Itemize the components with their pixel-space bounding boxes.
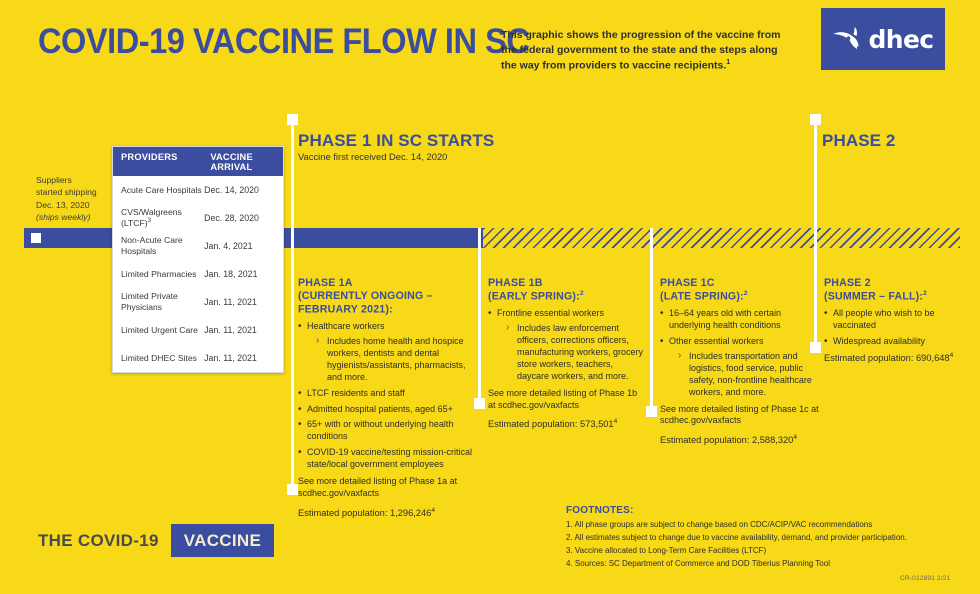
timeline-hatched-segment: [483, 228, 960, 248]
phase-1b-name-line2: (EARLY SPRING):$^2$: [488, 289, 584, 303]
cell-provider: CVS/Walgreens (LTCF)$^3$: [121, 207, 182, 228]
header-description-footnote-ref: 1: [726, 59, 731, 67]
list-item: • LTCF residents and staff: [298, 388, 474, 400]
phase-1c-sub-list: [669, 351, 822, 399]
phase-1b-sub-list: [497, 323, 644, 382]
table-row: [113, 204, 283, 232]
cell-provider: Non-Acute Care Hospitals: [121, 235, 183, 256]
footnote-item: 4. Sources: SC Department of Commerce and DOD Tiberius Planning Tool: [566, 558, 830, 568]
table-row: [113, 316, 283, 344]
providers-table: [112, 146, 284, 373]
cell-provider: Acute Care Hospitals: [121, 184, 202, 195]
cell-arrival: Jan. 11, 2021: [204, 325, 257, 335]
footnotes-section: [566, 505, 966, 571]
list-item: • Widespread availability: [824, 336, 974, 348]
list-item: • COVID-19 vaccine/testing mission-critical state/local government employees: [298, 447, 474, 471]
table-row: [113, 344, 283, 372]
phase-column-1c: [660, 277, 822, 445]
dhec-palmetto-logo-icon: [832, 24, 866, 54]
suppliers-note-line2: started shipping: [36, 187, 97, 198]
divider-bottom-marker-phase1c-icon: [646, 406, 657, 417]
document-code: CR-012891 2/21: [900, 575, 951, 582]
phase-2-estimate: Estimated population: 690,648$^4$: [824, 352, 954, 364]
table-row: [113, 176, 283, 204]
banner-title-phase2: PHASE 2: [822, 131, 896, 150]
list-item: • 16–64 years old with certain underlying health conditions: [660, 308, 822, 332]
phase-1c-name-line2: (LATE SPRING):$^2$: [660, 289, 748, 303]
divider-line-phase1: [291, 118, 294, 490]
cell-arrival: Jan. 4, 2021: [204, 241, 253, 251]
suppliers-note-line4: (ships weekly): [36, 212, 91, 223]
list-item: › Includes transportation and logistics, food service, public safety, non-frontline healthcare workers, and more.: [678, 351, 822, 399]
list-item: • 65+ with or without underlying health conditions: [298, 419, 474, 443]
phase-1a-name-line1: PHASE 1A: [298, 277, 353, 289]
cell-provider: Limited Pharmacies: [121, 268, 197, 279]
table-row: [113, 288, 283, 316]
list-item: • Frontline essential workers › Includes law enforcement officers, corrections officers, manufacturing workers, grocery store workers, teachers, daycare workers, and more.: [488, 308, 644, 382]
cell-provider-footnote-ref: 3: [147, 218, 151, 225]
divider-line-phase1b: [478, 228, 481, 404]
cell-arrival: Jan. 18, 2021: [204, 269, 258, 279]
column-header-vaccine-arrival: VACCINE ARRIVAL: [210, 152, 253, 172]
phase-1a-note: See more detailed listing of Phase 1a at scdhec.gov/vaxfacts: [298, 475, 458, 498]
list-item: • Other essential workers › Includes transportation and logistics, food service, public safety, non-frontline healthcare workers, and more.: [660, 336, 822, 398]
cell-provider: Limited Urgent Care: [121, 324, 198, 335]
phase-1b-name: [488, 277, 644, 303]
phase-column-2: [824, 277, 974, 363]
phase-1a-bullet-list: [298, 321, 474, 471]
cell-provider: Limited DHEC Sites: [121, 352, 197, 363]
phase-1a-sub-list: [307, 336, 474, 384]
suppliers-note-line1: Suppliers: [36, 175, 72, 185]
dhec-logo: [821, 8, 945, 70]
list-item: • Admitted hospital patients, aged 65+: [298, 404, 474, 416]
suppliers-note: [36, 174, 124, 224]
phase-1c-estimate: Estimated population: 2,588,320$^4$: [660, 434, 797, 446]
phase-2-name: [824, 277, 974, 303]
phase-1c-note: See more detailed listing of Phase 1c at scdhec.gov/vaxfacts: [660, 403, 819, 426]
table-row: [113, 232, 283, 260]
phase-1c-name: [660, 277, 822, 303]
phase-1c-name-line1: PHASE 1C: [660, 277, 715, 289]
divider-top-marker-phase2-icon: [810, 114, 821, 125]
phase-1b-estimate: Estimated population: 573,501$^4$: [488, 418, 618, 430]
header-description-text: This graphic shows the progression of the vaccine from the federal government to the state and the steps along the way from providers to vaccine recipients.: [501, 29, 781, 72]
list-item: • All people who wish to be vaccinated: [824, 308, 974, 332]
phase-1a-estimate: Estimated population: 1,296,246$^4$: [298, 506, 435, 518]
phase-1a-name-line2: (CURRENTLY ONGOING – FEBRUARY 2021):: [298, 289, 433, 316]
page-title: COVID-19 VACCINE FLOW IN SC: [38, 22, 530, 61]
banner-title-phase1: PHASE 1 IN SC STARTS: [298, 131, 495, 150]
phase-2-name-line2: (SUMMER – FALL):$^2$: [824, 289, 927, 303]
providers-table-header-row: [113, 147, 283, 176]
bottom-branding: [38, 524, 274, 557]
cell-arrival: Dec. 28, 2020: [204, 213, 259, 223]
footnote-item: 3. Vaccine allocated to Long-Term Care Facilities (LTCF): [566, 545, 767, 555]
cell-provider: Limited Private Physicians: [121, 291, 178, 312]
phase-2-bullet-list: [824, 308, 974, 348]
divider-line-phase1c: [650, 228, 653, 412]
divider-bottom-marker-phase1b-icon: [474, 398, 485, 409]
brand-vaccine-badge: VACCINE: [171, 524, 274, 557]
phase-column-1b: [488, 277, 644, 429]
divider-bottom-marker-phase1-icon: [287, 484, 298, 495]
brand-prefix-text: THE COVID-19: [38, 530, 159, 550]
list-item: • Healthcare workers › Includes home health and hospice workers, dentists and dental hygienists/assistants, pharmacists, and more.: [298, 321, 474, 383]
list-item: › Includes law enforcement officers, corrections officers, manufacturing workers, grocery store workers, teachers, daycare workers, and more.: [506, 323, 644, 382]
table-row: [113, 260, 283, 288]
banner-subtitle-phase1: Vaccine first received Dec. 14, 2020: [298, 151, 448, 162]
footnotes-heading: FOOTNOTES:: [566, 505, 634, 516]
phase-1b-bullet-list: [488, 308, 644, 382]
cell-arrival: Dec. 14, 2020: [204, 185, 259, 195]
timeline-start-marker-icon: [31, 233, 41, 243]
cell-arrival: Jan. 11, 2021: [204, 353, 257, 363]
phase-column-1a: [298, 277, 474, 518]
footnote-item: 1. All phase groups are subject to change based on CDC/ACIP/VAC recommendations: [566, 520, 873, 529]
phase-1c-bullet-list: [660, 308, 822, 398]
header-description: [501, 28, 791, 74]
footnote-item: 2. All estimates subject to change due to vaccine availability, demand, and provider participation.: [566, 532, 907, 542]
column-header-providers: PROVIDERS: [121, 152, 178, 162]
dhec-logo-text: dhec: [868, 24, 934, 54]
phase-1a-name: [298, 277, 474, 316]
list-item: › Includes home health and hospice workers, dentists and dental hygienists/assistants, pharmacists, and more.: [316, 336, 474, 384]
divider-top-marker-phase1-icon: [287, 114, 298, 125]
suppliers-note-line3: Dec. 13, 2020: [36, 199, 90, 210]
phase-2-name-line1: PHASE 2: [824, 277, 871, 289]
phase-1b-note: See more detailed listing of Phase 1b at scdhec.gov/vaxfacts: [488, 387, 638, 410]
phase-1b-name-line1: PHASE 1B: [488, 277, 543, 289]
cell-arrival: Jan. 11, 2021: [204, 297, 257, 307]
